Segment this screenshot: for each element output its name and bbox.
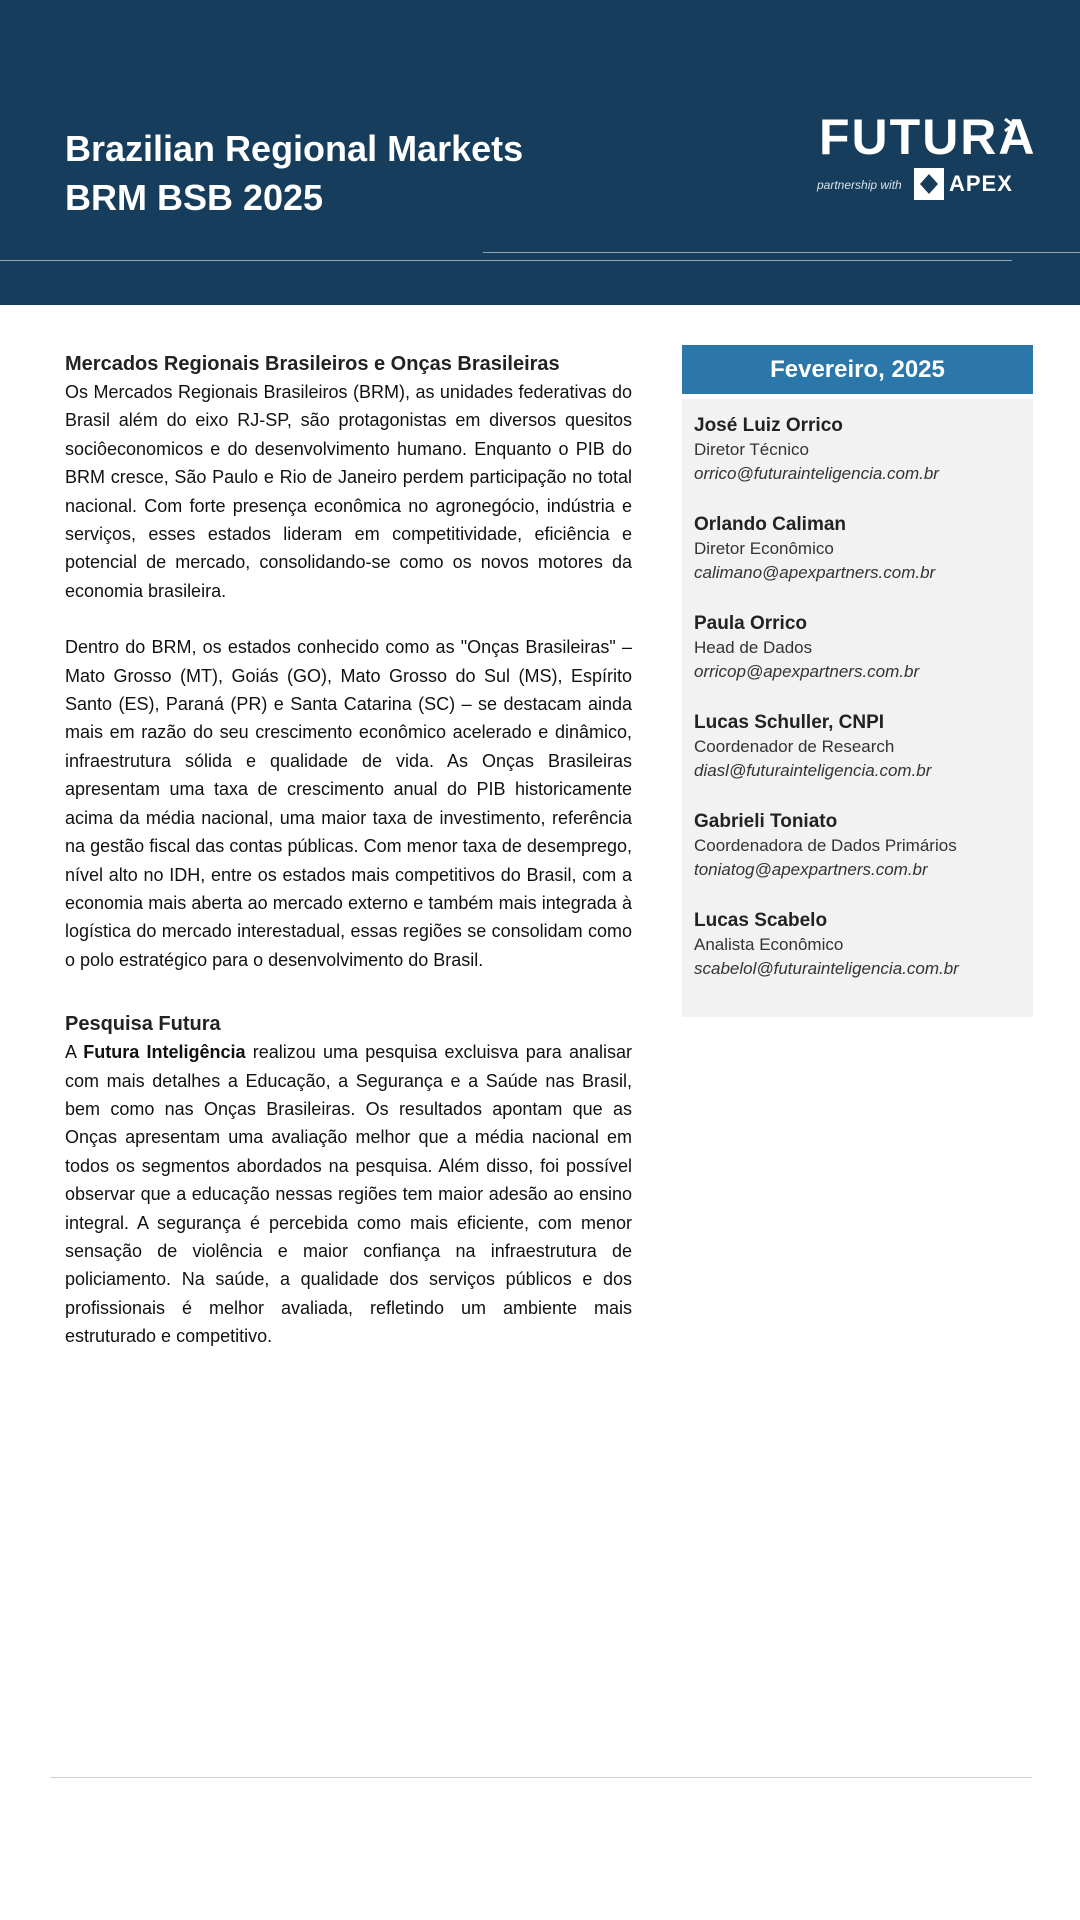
futura-wordmark: FUTURA: [819, 109, 1037, 165]
contact-name: Gabrieli Toniato: [694, 811, 838, 832]
contact-email[interactable]: scabelol@futurainteligencia.com.br: [694, 959, 959, 978]
chevron-right-icon: [1003, 118, 1015, 132]
paragraph-brm-intro: Os Mercados Regionais Brasileiros (BRM), as unidades federativas do Brasil além do eixo RJ-SP, são protagonistas em diversos quesitos sociôeconomicos e do desenvolvimento humano. Enquanto o PIB do BRM cresce, São Paulo e Rio de Janeiro perdem participação no total nacional. Com forte presença econômica no agronegócio, indústria e serviços, esses estados lideram em competitividade, eficiência e potencial de mercado, consolidando-se como os novos motores da economia brasileira.: [65, 382, 632, 601]
contact-card: [694, 512, 1021, 585]
paragraph-pesquisa: [65, 1038, 632, 1350]
contact-card: [694, 710, 1021, 783]
paragraph-rest: realizou uma pesquisa excluisva para analisar com mais detalhes a Educação, a Segurança e a Saúde nas Brasil, bem como nas Onças Brasileiras. Os resultados apontam que as Onças apresentam uma avaliação melhor que a média nacional em todos os segmentos abordados na pesquisa. Além disso, foi possível observar que a educação nessas regiões tem maior adesão ao ensino integral. A segurança é percebida como mais eficiente, com menor sensação de violência e maior confiança na infraestrutura de policiamento. Na saúde, a qualidade dos serviços públicos e dos profissionais é melhor avaliada, refletindo um ambiente mais estruturado e competitivo.: [65, 1042, 632, 1347]
apex-diamond-icon: [914, 168, 944, 200]
paragraph-lead: A: [65, 1042, 84, 1063]
contact-role: Coordenador de Research: [694, 737, 895, 756]
header-divider-short: [483, 252, 1080, 253]
contact-name: Paula Orrico: [694, 613, 807, 634]
footer-divider: [50, 1777, 1032, 1778]
header-divider-long: [0, 260, 1012, 261]
header-banner: [0, 0, 1080, 305]
contact-card: [694, 809, 1021, 882]
section-title-pesquisa: Pesquisa Futura: [65, 1013, 221, 1036]
contact-role: Analista Econômico: [694, 935, 844, 954]
contact-email[interactable]: diasl@futurainteligencia.com.br: [694, 761, 932, 780]
contact-card: [694, 413, 1021, 486]
contact-role: Diretor Técnico: [694, 440, 809, 459]
contacts-sidebar: [682, 345, 1033, 1017]
title-line-2: BRM BSB 2025: [65, 177, 324, 218]
contacts-list: [682, 399, 1033, 1017]
contact-role: Coordenadora de Dados Primários: [694, 836, 957, 855]
sidebar-date: Fevereiro, 2025: [682, 345, 1033, 394]
futura-inteligencia-bold: Futura Inteligência: [83, 1042, 246, 1063]
futura-apex-logo: [815, 108, 1037, 208]
contact-email[interactable]: calimano@apexpartners.com.br: [694, 563, 936, 582]
contact-role: Diretor Econômico: [694, 539, 834, 558]
contact-name: José Luiz Orrico: [694, 415, 843, 436]
section-title-mercados: Mercados Regionais Brasileiros e Onças Brasileiras: [65, 353, 560, 375]
paragraph-oncas: Dentro do BRM, os estados conhecido como as "Onças Brasileiras" – Mato Grosso (MT), Goiás (GO), Mato Grosso do Sul (MS), Espírito Santo (ES), Paraná (PR) e Santa Catarina (SC) – se destacam ainda mais em razão do seu crescimento econômico acelerado e dinâmico, infraestrutura sólida e qualidade de vida. As Onças Brasileiras apresentam uma taxa de crescimento anual do PIB historicamente acima da média nacional, uma maior taxa de investimento, referência na gestão fiscal das contas públicas. Com menor taxa de desemprego, nível alto no IDH, entre os estados mais competitivos do Brasil, com a economia mais aberta ao mercado externo e também mais integrada à logística do mercado interestadual, essas regiões se consolidam como o polo estratégico para o desenvolvimento do Brasil.: [65, 637, 632, 970]
contact-email[interactable]: orrico@futurainteligencia.com.br: [694, 464, 939, 483]
partnership-label: partnership with: [817, 178, 902, 192]
contact-name: Lucas Schuller, CNPI: [694, 712, 885, 733]
main-content: [65, 350, 632, 1351]
title-line-1: Brazilian Regional Markets: [65, 128, 524, 169]
report-title: [65, 124, 523, 222]
apex-wordmark: APEX: [949, 171, 1013, 196]
contact-email[interactable]: toniatog@apexpartners.com.br: [694, 860, 928, 879]
contact-name: Lucas Scabelo: [694, 910, 828, 931]
contact-name: Orlando Caliman: [694, 514, 847, 535]
contact-role: Head de Dados: [694, 638, 813, 657]
contact-card: [694, 908, 1021, 981]
contact-card: [694, 611, 1021, 684]
contact-email[interactable]: orricop@apexpartners.com.br: [694, 662, 920, 681]
